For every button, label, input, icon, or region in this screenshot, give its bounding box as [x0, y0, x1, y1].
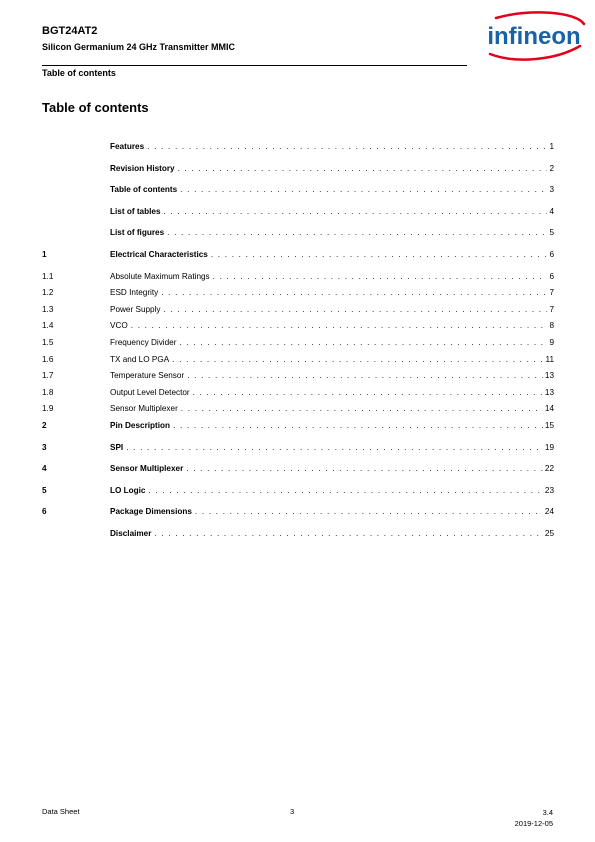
footer-date: 2019-12-05 [514, 819, 553, 828]
running-section-title: Table of contents [42, 68, 116, 78]
toc-entry-line [110, 183, 554, 196]
toc-page-number[interactable]: 7 [549, 288, 554, 298]
toc-page-number[interactable]: 23 [544, 485, 554, 495]
toc-dot-leader [180, 183, 547, 196]
toc-dot-leader [147, 140, 547, 153]
toc-entry-line [110, 419, 554, 432]
toc-entry[interactable] [42, 319, 554, 336]
toc-entry-line [110, 402, 554, 415]
toc-entry-label[interactable]: Revision History [110, 163, 175, 173]
toc-entry[interactable] [42, 386, 554, 403]
toc-entry-line [110, 140, 554, 153]
toc-entry-label[interactable]: Sensor Multiplexer [110, 464, 184, 474]
toc-entry-label[interactable]: VCO [110, 321, 128, 331]
toc-dot-leader [211, 248, 548, 261]
toc-dot-leader [195, 505, 543, 518]
toc-page-number[interactable]: 11 [545, 354, 554, 364]
toc-dot-leader [193, 386, 543, 399]
infineon-logo [476, 10, 588, 62]
toc-section-number: 1.4 [42, 321, 54, 331]
toc-entry-label[interactable]: Output Level Detector [110, 387, 190, 397]
toc-dot-leader [164, 205, 548, 218]
toc-entry-label[interactable]: Pin Description [110, 420, 171, 430]
toc-page-number[interactable]: 3 [549, 185, 554, 195]
toc-dot-leader [154, 527, 542, 540]
toc-entry-label[interactable]: Table of contents [110, 185, 178, 195]
toc-section-number: 3 [42, 442, 47, 452]
table-of-contents [42, 140, 554, 548]
toc-entry-label[interactable]: Sensor Multiplexer [110, 404, 178, 414]
toc-entry-label[interactable]: Disclaimer [110, 528, 152, 538]
toc-section-number: 1.9 [42, 404, 54, 414]
toc-dot-leader [173, 419, 543, 432]
toc-section-number: 1.7 [42, 371, 54, 381]
toc-entry-line [110, 226, 554, 239]
toc-page-number[interactable]: 13 [544, 371, 554, 381]
toc-entry-line [110, 505, 554, 518]
toc-page-number[interactable]: 6 [549, 249, 554, 259]
toc-entry[interactable] [42, 226, 554, 248]
toc-entry-label[interactable]: TX and LO PGA [110, 354, 170, 364]
toc-page-number[interactable]: 2 [549, 163, 554, 173]
footer-version: 3.4 [542, 808, 553, 817]
toc-entry-label[interactable]: Electrical Characteristics [110, 249, 208, 259]
toc-entry[interactable] [42, 336, 554, 353]
toc-entry-line [110, 319, 554, 332]
toc-page-number[interactable]: 14 [544, 404, 554, 414]
toc-section-number: 1.3 [42, 304, 54, 314]
toc-dot-leader [178, 162, 548, 175]
toc-entry-line [110, 462, 554, 475]
toc-dot-leader [186, 462, 543, 475]
toc-entry-label[interactable]: Frequency Divider [110, 337, 177, 347]
toc-entry-line [110, 248, 554, 261]
toc-page-number[interactable]: 24 [544, 507, 554, 517]
toc-entry-label[interactable]: Temperature Sensor [110, 371, 185, 381]
toc-entry-line [110, 162, 554, 175]
toc-page-number[interactable]: 8 [549, 321, 554, 331]
toc-entry[interactable] [42, 419, 554, 441]
toc-entry-line [110, 286, 554, 299]
toc-entry-label[interactable]: ESD Integrity [110, 288, 159, 298]
toc-dot-leader [131, 319, 548, 332]
toc-dot-leader [126, 441, 543, 454]
toc-entry-line [110, 441, 554, 454]
toc-page-number[interactable]: 25 [544, 528, 554, 538]
toc-entry[interactable] [42, 527, 554, 549]
toc-page-number[interactable]: 22 [544, 464, 554, 474]
toc-entry-label[interactable]: Power Supply [110, 304, 161, 314]
toc-entry-line [110, 369, 554, 382]
toc-entry[interactable] [42, 286, 554, 303]
toc-entry-label[interactable]: Absolute Maximum Ratings [110, 271, 210, 281]
toc-entry-line [110, 205, 554, 218]
toc-entry-label[interactable]: LO Logic [110, 485, 146, 495]
toc-page-number[interactable]: 4 [549, 206, 554, 216]
product-subtitle: Silicon Germanium 24 GHz Transmitter MMIC [42, 42, 236, 52]
toc-entry-line [110, 527, 554, 540]
page-title: Table of contents [42, 100, 149, 115]
toc-page-number[interactable]: 7 [549, 304, 554, 314]
toc-dot-leader [213, 270, 548, 283]
toc-entry-line [110, 336, 554, 349]
toc-page-number[interactable]: 13 [544, 387, 554, 397]
toc-section-number: 1.8 [42, 387, 54, 397]
toc-dot-leader [164, 303, 548, 316]
toc-section-number: 1.5 [42, 337, 54, 347]
toc-entry-label[interactable]: List of tables [110, 206, 161, 216]
toc-entry[interactable] [42, 205, 554, 227]
toc-entry[interactable] [42, 369, 554, 386]
product-name: BGT24AT2 [42, 25, 98, 37]
toc-entry[interactable] [42, 162, 554, 184]
toc-entry[interactable] [42, 462, 554, 484]
header-divider [42, 65, 467, 66]
toc-dot-leader [148, 484, 542, 497]
toc-entry-line [110, 386, 554, 399]
toc-entry-line [110, 303, 554, 316]
toc-dot-leader [167, 226, 547, 239]
toc-dot-leader [172, 353, 543, 366]
toc-entry[interactable] [42, 402, 554, 419]
toc-entry-label[interactable]: List of figures [110, 228, 165, 238]
toc-dot-leader [187, 369, 543, 382]
toc-page-number[interactable]: 5 [549, 228, 554, 238]
toc-entry-line [110, 353, 554, 366]
toc-dot-leader [179, 336, 547, 349]
toc-entry[interactable] [42, 140, 554, 162]
footer-version-block [515, 807, 553, 829]
toc-entry[interactable] [42, 484, 554, 506]
toc-page-number[interactable]: 6 [549, 271, 554, 281]
toc-section-number: 1 [42, 249, 47, 259]
toc-entry-label[interactable]: Features [110, 142, 145, 151]
toc-section-number: 1.6 [42, 354, 54, 364]
toc-page-number[interactable]: 9 [549, 337, 554, 347]
toc-entry[interactable] [42, 303, 554, 320]
toc-section-number: 5 [42, 485, 47, 495]
toc-page-number[interactable]: 15 [544, 420, 554, 430]
toc-entry[interactable] [42, 505, 554, 527]
toc-entry[interactable] [42, 353, 554, 370]
toc-dot-leader [161, 286, 547, 299]
toc-entry-line [110, 484, 554, 497]
toc-page-number[interactable]: 1 [549, 142, 554, 151]
toc-entry-line [110, 270, 554, 283]
footer-doc-type: Data Sheet [42, 807, 80, 816]
toc-entry[interactable] [42, 270, 554, 287]
toc-entry-label[interactable]: Package Dimensions [110, 507, 192, 517]
toc-section-number: 4 [42, 464, 47, 474]
toc-section-number: 2 [42, 420, 47, 430]
logo-wordmark: infineon [487, 23, 581, 50]
toc-section-number: 1.1 [42, 271, 54, 281]
toc-entry-label[interactable]: SPI [110, 442, 124, 452]
toc-page-number[interactable]: 19 [544, 442, 554, 452]
toc-entry[interactable] [42, 183, 554, 205]
toc-entry[interactable] [42, 248, 554, 270]
toc-section-number: 1.2 [42, 288, 54, 298]
toc-section-number: 6 [42, 507, 47, 517]
toc-dot-leader [181, 402, 543, 415]
toc-entry[interactable] [42, 441, 554, 463]
footer-page-number: 3 [290, 807, 295, 816]
